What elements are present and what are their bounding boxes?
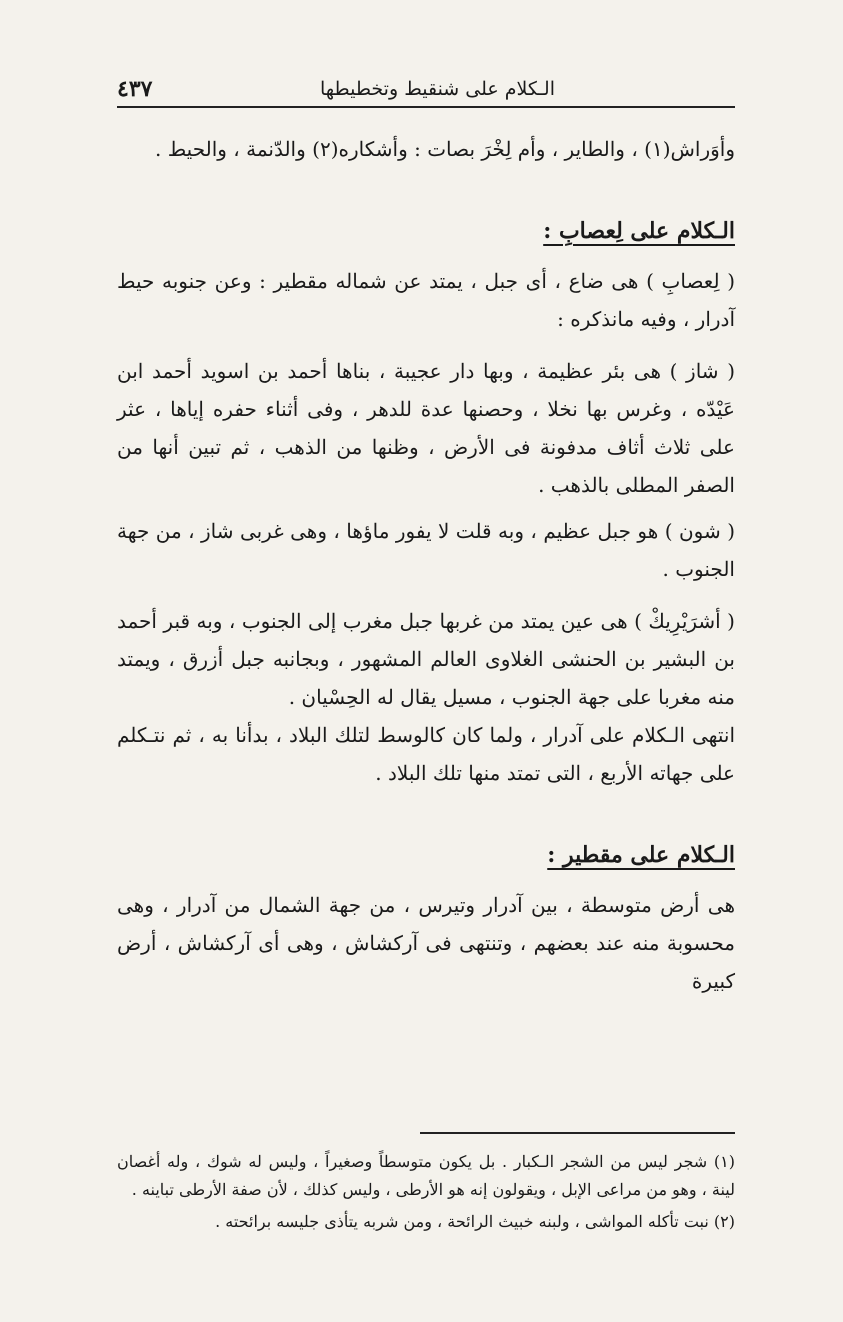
paragraph: هى أرض متوسطة ، بين آدرار وتيرس ، من جهة الشمال من آدرار ، وهى محسوبة منه عند بعضهم ، وتنتهى فى آركشاش ، وهى أى آركشاش ، أرض كبيرة [117, 893, 735, 993]
section-heading-asab: الـكلام على لِعصابِ : [543, 218, 735, 244]
paragraph: ( شون ) هو جبل عظيم ، وبه قلت لا يفور ماؤها ، وهى غربى شاز ، من جهة الجنوب . [117, 519, 735, 581]
section-heading-maqteer: الـكلام على مقطير : [547, 842, 735, 868]
page-number: ٤٣٧ [117, 76, 153, 102]
paragraph: ( أشرَيْرِيكْ ) هى عين يمتد من غربها جبل مغرب إلى الجنوب ، وبه قبر أحمد بن البشير بن الحنشى الغلاوى العالم المشهور ، وبجانبه جبل أزرق ، ويمتد منه مغربا على جهة الجنوب ، مسيل يقال له الحِسْيان . [117, 609, 735, 709]
running-title: الـكلام على شنقيط وتخطيطها [319, 78, 555, 100]
running-header [117, 74, 735, 104]
paragraph: ( شاز ) هى بئر عظيمة ، وبها دار عجيبة ، بناها أحمد بن اسويد أحمد ابن عَيْدّه ، وغرس بها نخلا ، وحصنها عدة للدهر ، وفى أثناء حفره إياها ، عثر على ثلاث أثاف مدفونة فى الأرض ، وظنها من الذهب ، ثم تبين أنها من الصفر المطلى بالذهب . [117, 359, 735, 497]
header-rule [117, 106, 735, 108]
paragraph: ( لِعصابِ ) هى ضاع ، أى جبل ، يمتد عن شماله مقطير : وعن جنوبه حيط آدرار ، وفيه مانذكره : [117, 269, 735, 331]
footnotes [117, 1148, 735, 1240]
footnote-1: (١) شجر ليس من الشجر الـكبار . بل يكون متوسطاً وصغيراً ، وليس له شوك ، وله أغصان لينة ، وهو من مراعى الإبل ، ويقولون إنه هو الأرطى ، وليس كذلك ، لأن صفة الأرطى تباينه . [117, 1152, 735, 1199]
main-text [117, 130, 735, 1000]
footnote-2: (٢) نبت تأكله المواشى ، ولبنه خبيث الرائحة ، ومن شربه يتأذى جليسه برائحته . [215, 1212, 735, 1231]
intro-line: وأوَراش(١) ، والطاير ، وأم لِخْرَ بصات : وأشكاره(٢) والدّنمة ، والحيط . [154, 137, 735, 161]
footnote-rule [420, 1132, 735, 1134]
paragraph: انتهى الـكلام على آدرار ، ولما كان كالوسط لتلك البلاد ، بدأنا به ، ثم نتـكلم على جهاته الأربع ، التى تمتد منها تلك البلاد . [117, 723, 735, 785]
